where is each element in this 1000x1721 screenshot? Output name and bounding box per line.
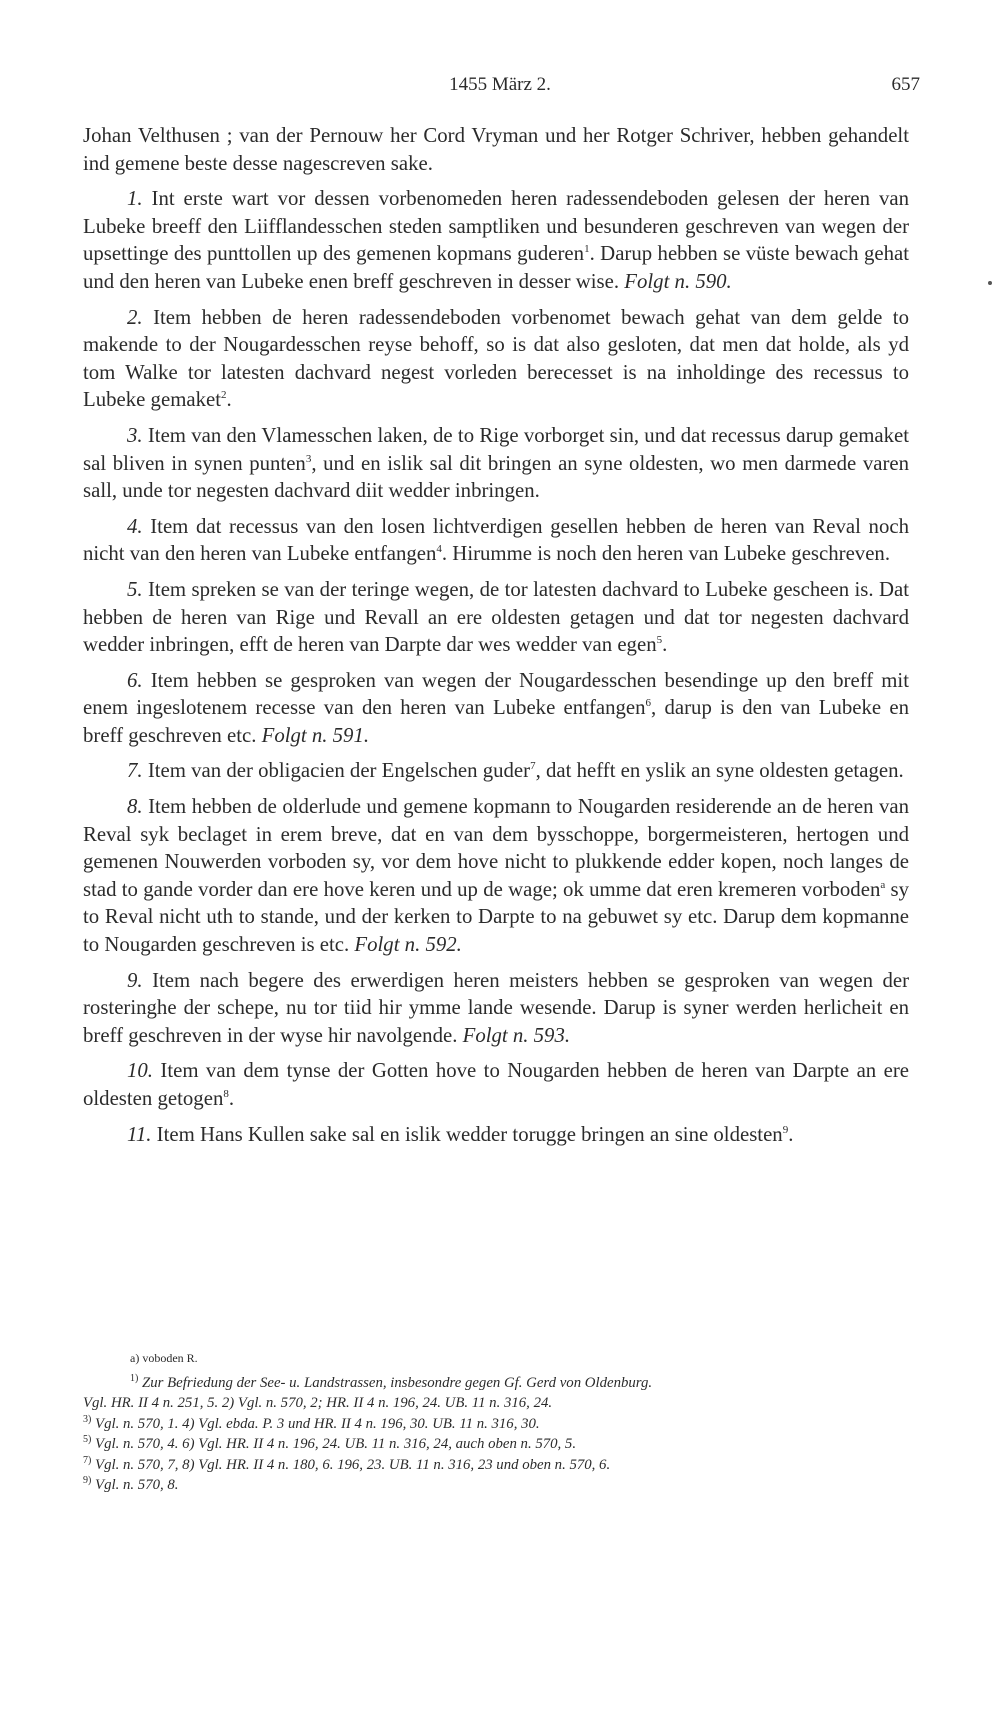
item-number: 7.	[127, 759, 143, 783]
item-text: Item van dem tynse der Gotten hove to Nougarden hebben de heren van Darpte an ere oldesten getogen	[83, 1059, 909, 1110]
footnotes	[83, 1348, 913, 1496]
item-text-continued: .	[226, 388, 232, 412]
footnote-text: Zur Befriedung der See- u. Landstrassen, insbesondre gegen Gf. Gerd von Oldenburg.	[142, 1374, 653, 1391]
footnote-mark: 7)	[83, 1454, 92, 1466]
item-number: 9.	[127, 968, 143, 992]
footnote-mark: 1)	[130, 1372, 139, 1384]
item-text: Item hebben se gesproken van wegen der Nougardesschen besendinge up den breff mit enem ingeslotenem recesse van den heren van Lubeke entfangen	[83, 668, 909, 720]
footnote-mark: 9)	[83, 1475, 92, 1487]
item-number: 6.	[127, 668, 143, 692]
footnote-text: Vgl. n. 570, 7, 8) Vgl. HR. II 4 n. 180, 6. 196, 23. UB. 11 n. 316, 23 und oben n. 570, 6.	[95, 1456, 611, 1473]
item-paragraph	[83, 1121, 909, 1149]
footnote-ref: 4	[436, 543, 442, 556]
text-annotation: a) voboden R.	[130, 1351, 198, 1365]
page-number: 657	[891, 74, 920, 95]
footnote-line	[83, 1475, 913, 1496]
item-text-continued: , und en islik sal dit bringen an syne oldesten, wo men darmede varen sall, unde tor negesten dachvard diit wedder inbringen.	[83, 451, 909, 503]
item-text: Item hebben de heren radessendeboden vorbenomet bewach gehat van dem gelde to makende to der Nougardesschen reyse behoff, so is dat also gesloten, dat men dat holde, als yd tom Walke tor latesten dachvard negest vorleden berecesset is na inholdinge des recessus to Lubeke gemaket	[83, 305, 909, 412]
item-text-continued: . Hirumme is noch den heren van Lubeke geschreven.	[441, 542, 891, 566]
item-paragraph	[83, 1057, 909, 1112]
footnote-ref: 9	[782, 1123, 789, 1136]
item-paragraph	[83, 967, 909, 1050]
footnote-ref: 8	[223, 1088, 229, 1101]
item-number: 2.	[127, 305, 143, 329]
item-text: Item van den Vlamesschen laken, de to Rige vorborget sin, und dat recessus darup gemaket sal bliven in synen punten	[83, 423, 910, 475]
page-header-date: 1455 März 2.	[449, 74, 551, 95]
footnote-mark: 3)	[83, 1413, 92, 1425]
item-number: 3.	[127, 423, 143, 447]
footnote-ref: 3	[305, 452, 312, 465]
cross-reference: Folgt n. 590.	[624, 269, 732, 293]
item-paragraph	[83, 757, 909, 785]
item-text-continued: , darup is den van Lubeke en breff geschreven etc.	[83, 696, 909, 747]
footnote-text: Vgl. n. 570, 4. 6) Vgl. HR. II 4 n. 196, 24. UB. 11 n. 316, 24, auch oben n. 570, 5.	[95, 1436, 577, 1452]
margin-dot	[988, 281, 992, 285]
item-text-continued: , dat hefft en yslik an syne oldesten getagen.	[535, 759, 904, 783]
item-text: Item van der obligacien der Engelschen guder	[147, 759, 531, 783]
item-paragraph	[83, 667, 909, 750]
footnote-ref: 6	[645, 697, 652, 710]
item-number: 10.	[127, 1059, 153, 1083]
intro-paragraph: Johan Velthusen ; van der Pernouw her Cord Vryman und her Rotger Schriver, hebben gehandelt ind gemene beste desse nagescreven sake.	[83, 124, 909, 175]
footnote-ref: 7	[530, 760, 536, 773]
footnote-text: Vgl. n. 570, 8.	[95, 1477, 179, 1493]
item-paragraph	[83, 422, 909, 505]
item-text-continued: .	[662, 633, 668, 657]
item-text: Item dat recessus van den losen lichtverdigen gesellen hebben de heren van Reval noch nicht van den heren van Lubeke entfangen	[83, 514, 909, 566]
item-text: Item hebben de olderlude und gemene kopmann to Nougarden residerende an de heren van Reval syk beclaget in erem breve, dat en van dem bysschoppe, borgermeisteren, hertogen und gemenen Nouwerden vorboden sy, vor dem hove nicht to plukkende edder kopen, noch langes de stad to gande vorder dan ere hove keren und up de wage; ok umme dat eren kremeren vorboden	[83, 795, 909, 901]
item-paragraph	[83, 185, 909, 295]
footnote-ref: a	[880, 878, 886, 891]
footnote-text: Vgl. HR. II 4 n. 251, 5. 2) Vgl. n. 570, 2; HR. II 4 n. 196, 24. UB. 11 n. 316, 24.	[83, 1395, 553, 1411]
item-paragraph	[83, 513, 909, 568]
footnote-text: Vgl. n. 570, 1. 4) Vgl. ebda. P. 3 und HR. II 4 n. 196, 30. UB. 11 n. 316, 30.	[95, 1415, 540, 1432]
footnote-line	[83, 1393, 913, 1414]
item-list	[83, 185, 909, 1148]
footnote-line	[83, 1434, 913, 1455]
item-text: Int erste wart vor dessen vorbenomeden heren radessendeboden gelesen der heren van Lubeke breeff den Liifflandesschen steden samptliken und besunderen geschreven van wegen der upsettinge des punttollen up des gemenen kopmans guderen	[83, 187, 909, 266]
footnote-mark: 5)	[83, 1434, 92, 1446]
item-paragraph	[83, 576, 909, 659]
footnote-list	[83, 1373, 913, 1496]
item-paragraph	[83, 304, 909, 414]
footnote-ref: 1	[584, 243, 590, 256]
footnote-ref: 2	[221, 389, 227, 402]
item-number: 4.	[127, 514, 143, 538]
item-text-continued: . Darup hebben se vüste bewach gehat und den heren van Lubeke enen breff geschreven in desser wise.	[83, 242, 909, 293]
document-body	[83, 122, 909, 1156]
footnote-line	[83, 1414, 913, 1435]
item-paragraph	[83, 793, 909, 959]
footnote-ref: 5	[656, 634, 663, 647]
item-number: 5.	[127, 577, 143, 601]
page-header	[80, 74, 920, 104]
item-text: Item spreken se van der teringe wegen, de tor latesten dachvard to Lubeke gescheen is. Dat hebben de heren van Rige und Revall an ere oldesten getagen und dat tor negesten dachvard wedder inbringen, efft de heren van Darpte dar wes wedder van egen	[83, 577, 910, 657]
item-text-continued: .	[228, 1087, 235, 1110]
cross-reference: Folgt n. 593.	[462, 1023, 571, 1047]
item-text-continued: sy to Reval nicht uth to stande, und der kerken to Darpte to na gebuwet sy etc. Darup dem kopmanne to Nougarden geschreven is etc.	[83, 877, 909, 957]
cross-reference: Folgt n. 591.	[261, 723, 370, 747]
item-text: Item nach begere des erwerdigen heren meisters hebben se gesproken van wegen der rosteringhe der schepe, nu tor tiid hir ymme lande wesende. Darup is syner werden herlicheit en breff geschreven in der wyse hir navolgende.	[83, 968, 909, 1047]
item-number: 8.	[127, 795, 143, 819]
cross-reference: Folgt n. 592.	[354, 933, 462, 957]
footnote-line	[83, 1455, 913, 1476]
item-text: Item Hans Kullen sake sal en islik wedder torugge bringen an sine oldesten	[156, 1122, 783, 1146]
item-number: 1.	[127, 187, 143, 211]
footnote-line	[130, 1373, 913, 1394]
item-text-continued: .	[788, 1122, 794, 1146]
item-number: 11.	[127, 1122, 152, 1146]
